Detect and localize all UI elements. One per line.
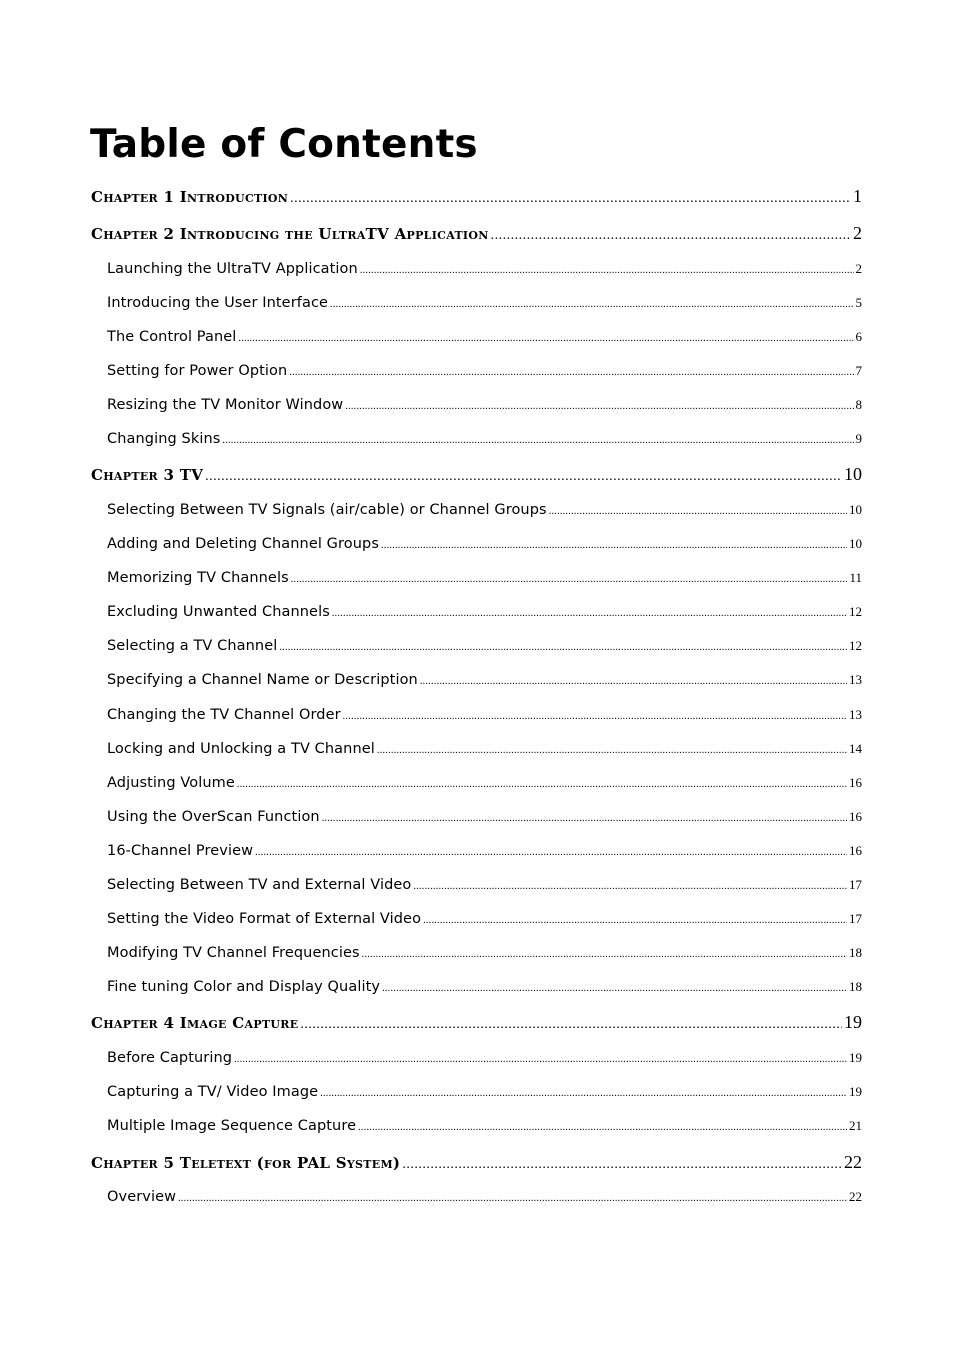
- dot-leader: [549, 506, 847, 517]
- dot-leader: [330, 299, 853, 310]
- toc-entry-section[interactable]: [107, 604, 862, 620]
- toc-page-number: 22: [844, 1152, 862, 1172]
- dot-leader: [491, 228, 851, 244]
- toc-entry-section[interactable]: [107, 911, 862, 927]
- toc-entry-section[interactable]: [107, 1118, 862, 1134]
- toc-entry-label: Modifying TV Channel Frequencies: [107, 945, 360, 961]
- toc-page-number: 1: [853, 186, 862, 206]
- toc-entry-section[interactable]: [107, 1189, 862, 1205]
- dot-leader: [291, 574, 848, 585]
- dot-leader: [362, 949, 847, 960]
- toc-page-number: 14: [849, 741, 862, 756]
- toc-page-number: 16: [849, 775, 862, 790]
- dot-leader: [300, 1017, 842, 1033]
- toc-page-number: 16: [849, 809, 862, 824]
- toc-entry-chapter[interactable]: [91, 1012, 862, 1033]
- toc-page-number: 2: [855, 261, 862, 276]
- toc-entry-section[interactable]: [107, 536, 862, 552]
- toc-entry-chapter[interactable]: [91, 186, 862, 207]
- dot-leader: [343, 711, 847, 722]
- toc-entry-label: Selecting Between TV and External Video: [107, 877, 412, 893]
- dot-leader: [345, 401, 853, 412]
- toc-entry-section[interactable]: [107, 843, 862, 859]
- toc-page-number: 13: [849, 707, 862, 722]
- toc-entry-label: Excluding Unwanted Channels: [107, 604, 330, 620]
- toc-entry-label: Chapter 1 Introduction: [91, 188, 289, 206]
- toc-page-number: 19: [849, 1050, 862, 1065]
- dot-leader: [205, 469, 842, 485]
- toc-entry-section[interactable]: [107, 638, 862, 654]
- dot-leader: [382, 983, 847, 994]
- toc-entry-label: Resizing the TV Monitor Window: [107, 397, 344, 413]
- toc-page-number: 6: [855, 329, 862, 344]
- toc-entry-label: Selecting a TV Channel: [107, 638, 278, 654]
- toc-page-number: 10: [849, 502, 862, 517]
- toc-entry-label: Locking and Unlocking a TV Channel: [107, 741, 375, 757]
- toc-page-number: 2: [853, 223, 862, 243]
- toc-entry-label: Setting for Power Option: [107, 363, 288, 379]
- toc-entry-label: Setting the Video Format of External Video: [107, 911, 422, 927]
- toc-entry-section[interactable]: [107, 295, 862, 311]
- toc-entry-label: Changing Skins: [107, 431, 221, 447]
- dot-leader: [423, 915, 847, 926]
- dot-leader: [322, 813, 847, 824]
- toc-entry-label: The Control Panel: [107, 329, 237, 345]
- toc-page-number: 17: [849, 911, 862, 926]
- dot-leader: [279, 642, 847, 653]
- dot-leader: [360, 265, 854, 276]
- page-title: Table of Contents: [90, 122, 478, 167]
- toc-page-number: 22: [849, 1189, 862, 1204]
- dot-leader: [222, 435, 853, 446]
- toc-page-number: 7: [855, 363, 862, 378]
- toc-page-number: 19: [844, 1012, 862, 1032]
- toc-page-number: 18: [849, 945, 862, 960]
- toc-entry-chapter[interactable]: [91, 464, 862, 485]
- toc-entry-label: Selecting Between TV Signals (air/cable) or Channel Groups: [107, 502, 547, 518]
- toc-entry-section[interactable]: [107, 877, 862, 893]
- toc-entry-section[interactable]: [107, 570, 862, 586]
- toc-entry-label: Capturing a TV/ Video Image: [107, 1084, 319, 1100]
- toc-entry-section[interactable]: [107, 809, 862, 825]
- toc-entry-section[interactable]: [107, 431, 862, 447]
- toc-entry-label: Chapter 5 Teletext (for PAL System): [91, 1154, 401, 1172]
- dot-leader: [413, 881, 847, 892]
- toc-entry-section[interactable]: [107, 1050, 862, 1066]
- toc-page-number: 8: [855, 397, 862, 412]
- dot-leader: [290, 191, 851, 207]
- toc-entry-section[interactable]: [107, 1084, 862, 1100]
- dot-leader: [381, 540, 847, 551]
- toc-page-number: 10: [849, 536, 862, 551]
- toc-page-number: 16: [849, 843, 862, 858]
- toc-entry-label: Chapter 3 TV: [91, 466, 204, 484]
- dot-leader: [178, 1193, 847, 1204]
- dot-leader: [289, 367, 853, 378]
- toc-page-number: 5: [855, 295, 862, 310]
- dot-leader: [238, 333, 853, 344]
- dot-leader: [332, 608, 847, 619]
- toc-page-number: 18: [849, 979, 862, 994]
- toc-entry-label: Chapter 4 Image Capture: [91, 1014, 299, 1032]
- toc-entry-chapter[interactable]: [91, 1152, 862, 1173]
- toc-page-number: 12: [849, 604, 862, 619]
- toc-entry-label: Overview: [107, 1189, 177, 1205]
- toc-entry-label: Chapter 2 Introducing the UltraTV Application: [91, 225, 489, 243]
- toc-entry-section[interactable]: [107, 945, 862, 961]
- toc-entry-label: Memorizing TV Channels: [107, 570, 289, 586]
- toc-entry-section[interactable]: [107, 979, 862, 995]
- toc-entry-chapter[interactable]: [91, 223, 862, 244]
- toc-entry-section[interactable]: [107, 741, 862, 757]
- toc-page-number: 21: [849, 1118, 862, 1133]
- dot-leader: [420, 676, 847, 687]
- toc-entry-label: Adjusting Volume: [107, 775, 235, 791]
- toc-entry-section[interactable]: [107, 672, 862, 688]
- dot-leader: [255, 847, 847, 858]
- toc-entry-label: 16-Channel Preview: [107, 843, 254, 859]
- toc-entry-section[interactable]: [107, 397, 862, 413]
- dot-leader: [402, 1157, 842, 1173]
- toc-entry-label: Introducing the User Interface: [107, 295, 329, 311]
- toc-entry-section[interactable]: [107, 502, 862, 518]
- toc-entry-section[interactable]: [107, 775, 862, 791]
- toc-page-number: 11: [849, 570, 862, 585]
- toc-entry-label: Using the OverScan Function: [107, 809, 320, 825]
- toc-page-number: 19: [849, 1084, 862, 1099]
- toc-page-number: 12: [849, 638, 862, 653]
- toc-entry-section[interactable]: [107, 707, 862, 723]
- dot-leader: [358, 1122, 847, 1133]
- toc-page-number: 17: [849, 877, 862, 892]
- toc-entry-label: Multiple Image Sequence Capture: [107, 1118, 357, 1134]
- dot-leader: [237, 779, 847, 790]
- toc-page-number: 10: [844, 464, 862, 484]
- toc-entry-section[interactable]: [107, 363, 862, 379]
- toc-entry-label: Adding and Deleting Channel Groups: [107, 536, 379, 552]
- toc-entry-label: Specifying a Channel Name or Description: [107, 672, 418, 688]
- toc-entry-label: Before Capturing: [107, 1050, 233, 1066]
- dot-leader: [234, 1054, 847, 1065]
- toc-entry-label: Changing the TV Channel Order: [107, 707, 341, 723]
- dot-leader: [377, 745, 847, 756]
- toc-entry-section[interactable]: [107, 261, 862, 277]
- toc-entry-label: Fine tuning Color and Display Quality: [107, 979, 381, 995]
- toc-page-number: 13: [849, 672, 862, 687]
- toc-page-number: 9: [855, 431, 862, 446]
- toc-entry-label: Launching the UltraTV Application: [107, 261, 358, 277]
- toc-entry-section[interactable]: [107, 329, 862, 345]
- dot-leader: [320, 1088, 847, 1099]
